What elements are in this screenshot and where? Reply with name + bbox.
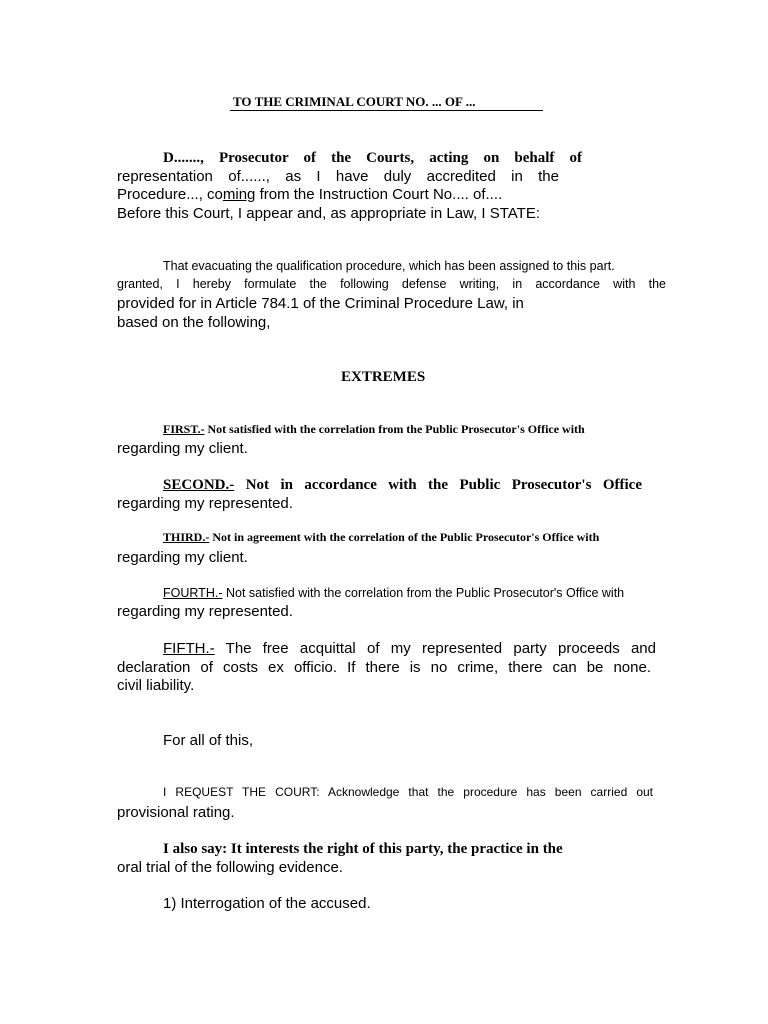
request-line-2: provisional rating. xyxy=(117,804,235,821)
statement-line-3: provided for in Article 784.1 of the Criminal Procedure Law, in xyxy=(117,295,524,312)
prosecutor-name: D......., xyxy=(163,150,204,166)
second-item-cont: regarding my represented. xyxy=(117,495,293,512)
also-say-line-2: oral trial of the following evidence. xyxy=(117,859,343,876)
intro-line-3: Procedure..., coming from the Instruction Court No.... of.... xyxy=(117,186,503,203)
fourth-item: FOURTH.- Not satisfied with the correlation from the Public Prosecutor's Office with xyxy=(163,586,625,600)
second-label: SECOND.- xyxy=(163,477,235,493)
statement-line-4: based on the following, xyxy=(117,314,271,331)
first-label: FIRST.- xyxy=(163,422,205,436)
intro-line-4: Before this Court, I appear and, as appropriate in Law, I STATE: xyxy=(117,205,541,222)
heading-underline xyxy=(230,110,543,111)
statement-line-2: granted, I hereby formulate the following defense writing, in accordance with the xyxy=(117,277,666,291)
third-item-cont: regarding my client. xyxy=(117,549,248,566)
third-label: THIRD.- xyxy=(163,530,210,544)
fifth-label: FIFTH.- xyxy=(163,640,215,657)
also-say-line-1: I also say: It interests the right of this party, the practice in the xyxy=(163,841,563,857)
extremes-title: EXTREMES xyxy=(341,369,426,385)
fourth-item-cont: regarding my represented. xyxy=(117,603,293,620)
statement-line-1: That evacuating the qualification procedure, which has been assigned to this part. xyxy=(163,259,615,273)
fifth-item-line-3: civil liability. xyxy=(117,677,195,694)
second-item: SECOND.- Not in accordance with the Public Prosecutor's Office xyxy=(163,477,642,493)
prosecutor-role: Prosecutor of the Courts, acting on behalf of xyxy=(218,150,583,166)
fourth-label: FOURTH.- xyxy=(163,586,223,600)
for-all-of-this: For all of this, xyxy=(163,732,254,749)
fifth-item: FIFTH.- The free acquittal of my represented party proceeds and xyxy=(163,640,656,657)
third-item: THIRD.- Not in agreement with the correlation of the Public Prosecutor's Office with xyxy=(163,530,600,544)
intro-line-2: representation of......, as I have duly accredited in the xyxy=(117,168,559,185)
court-heading: TO THE CRIMINAL COURT NO. ... OF ... xyxy=(233,94,476,109)
request-line-1: I REQUEST THE COURT: Acknowledge that the procedure has been carried out xyxy=(163,785,653,799)
first-item: FIRST.- Not satisfied with the correlation from the Public Prosecutor's Office with xyxy=(163,422,585,436)
intro-line-1 xyxy=(163,150,582,167)
evidence-item-1: 1) Interrogation of the accused. xyxy=(163,895,371,912)
underlined-word: ming xyxy=(222,186,256,203)
fifth-item-line-2: declaration of costs ex officio. If there is no crime, there can be none. xyxy=(117,659,651,676)
first-item-cont: regarding my client. xyxy=(117,440,248,457)
